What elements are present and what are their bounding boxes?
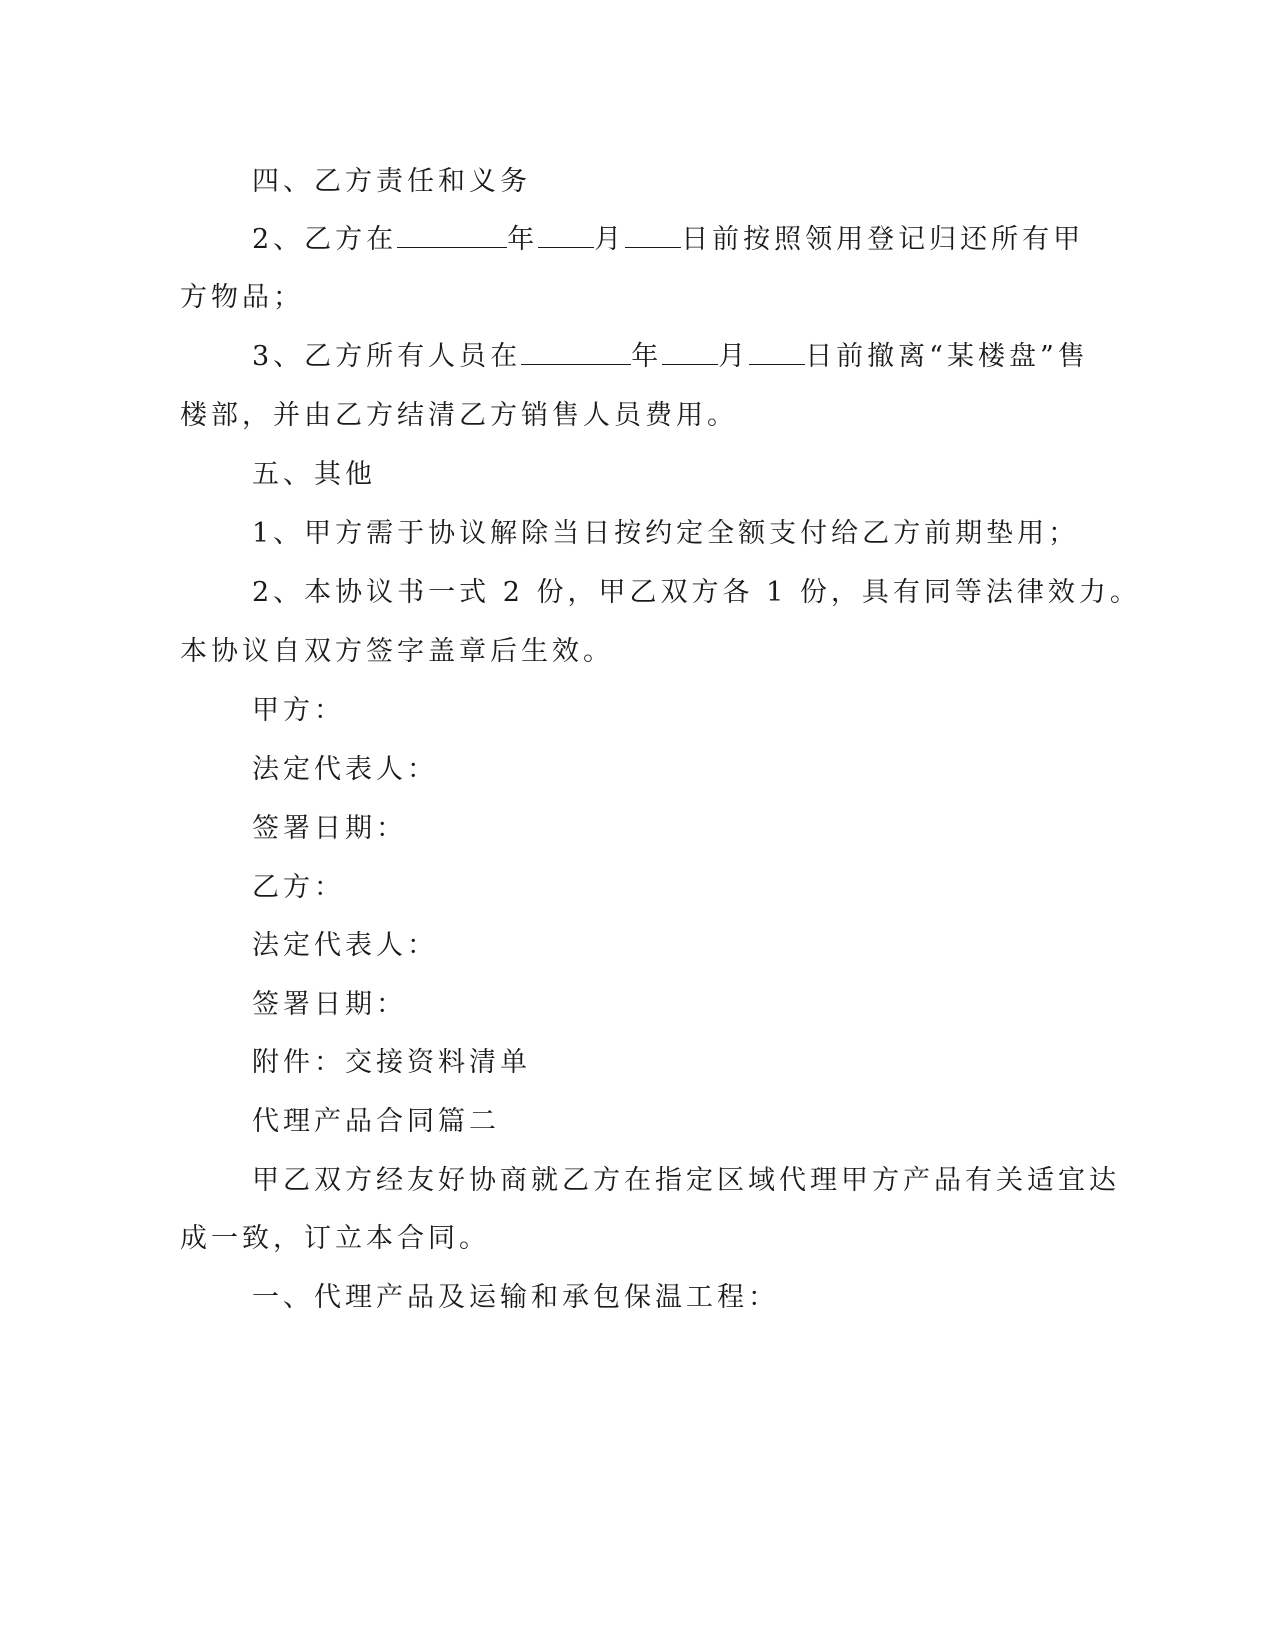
- year-label: 年: [631, 341, 663, 372]
- month-label: 月: [718, 341, 750, 372]
- attachment-line: 附件：交接资料清单: [252, 1047, 531, 1078]
- item-2-suffix: 日前按照领用登记归还所有甲: [681, 224, 1085, 255]
- party-b-label: 乙方：: [252, 872, 345, 903]
- month-blank: [662, 338, 718, 365]
- party-a-label: 甲方：: [252, 695, 345, 726]
- day-blank: [625, 221, 681, 248]
- section-5-item-2-continuation: 本协议自双方签字盖章后生效。: [180, 636, 614, 667]
- party-b-representative: 法定代表人：: [252, 930, 438, 961]
- item-2-prefix: 2、乙方在: [252, 224, 398, 255]
- day-blank: [749, 338, 805, 365]
- item-3-continuation: 楼部，并由乙方结清乙方销售人员费用。: [180, 400, 738, 431]
- contract-2-intro: 甲乙双方经友好协商就乙方在指定区域代理甲方产品有关适宜达: [252, 1165, 1120, 1196]
- year-blank: [397, 221, 507, 248]
- party-a-representative: 法定代表人：: [252, 754, 438, 785]
- item-3-prefix: 3、乙方所有人员在: [252, 341, 522, 372]
- month-blank: [538, 221, 594, 248]
- month-label: 月: [594, 224, 626, 255]
- contract-2-section-1: 一、代理产品及运输和承包保温工程：: [252, 1282, 779, 1313]
- item-2-continuation: 方物品；: [180, 282, 304, 313]
- item-3-suffix: 日前撤离“某楼盘”售: [805, 341, 1089, 372]
- item-2-line: [252, 220, 1084, 260]
- item-3-line: [252, 337, 1089, 377]
- contract-2-title: 代理产品合同篇二: [252, 1106, 500, 1137]
- section-5-item-2: 2、本协议书一式 2 份，甲乙双方各 1 份，具有同等法律效力。: [252, 577, 1141, 608]
- section-heading-5: 五、其他: [252, 459, 376, 490]
- party-a-sign-date: 签署日期：: [252, 813, 407, 844]
- section-5-item-1: 1、甲方需于协议解除当日按约定全额支付给乙方前期垫用；: [252, 518, 1080, 549]
- year-label: 年: [507, 224, 539, 255]
- party-b-sign-date: 签署日期：: [252, 989, 407, 1020]
- year-blank: [521, 338, 631, 365]
- section-heading-4: 四、乙方责任和义务: [252, 166, 531, 197]
- contract-2-intro-continuation: 成一致，订立本合同。: [180, 1223, 490, 1254]
